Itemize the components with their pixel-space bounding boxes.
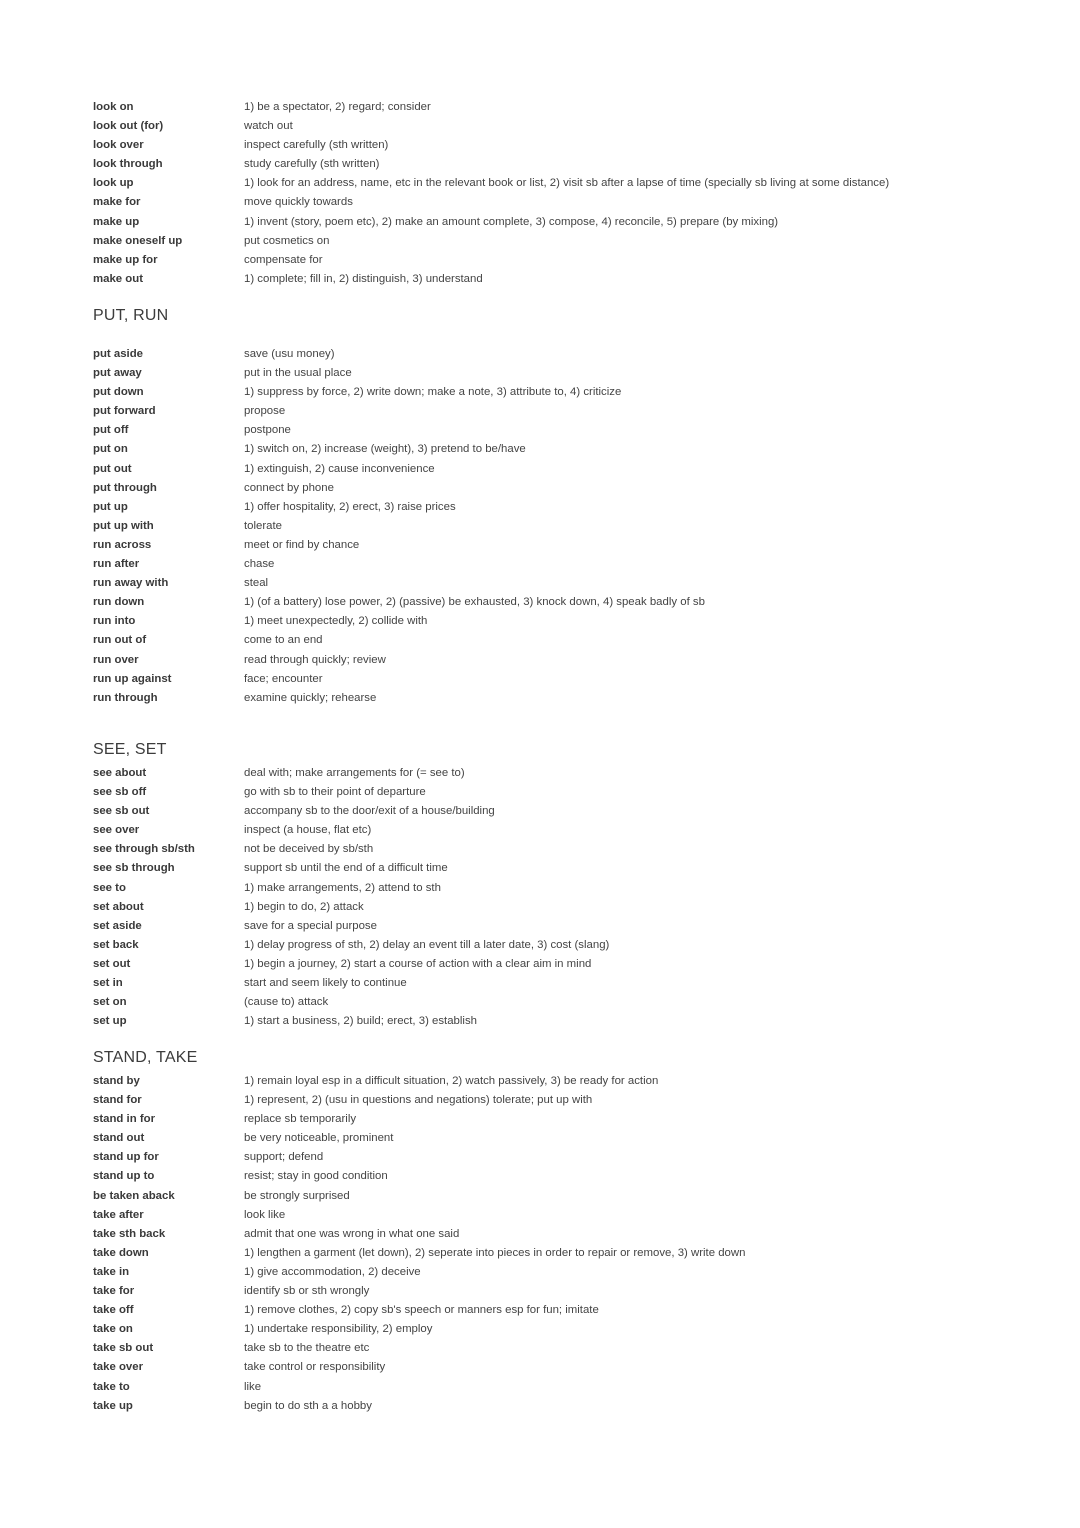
definition: 1) make arrangements, 2) attend to sth [244, 881, 441, 894]
definition: take sb to the theatre etc [244, 1342, 370, 1355]
phrasal-verb: take off [93, 1304, 134, 1317]
phrasal-verb: look on [93, 101, 134, 113]
phrasal-verb: look over [93, 139, 144, 152]
definition: 1) begin a journey, 2) start a course of action with a clear aim in mind [244, 957, 592, 970]
phrasal-verb: put down [93, 386, 144, 399]
definition: begin to do sth a a hobby [244, 1399, 372, 1412]
entry-row [0, 98, 1080, 117]
definition: 1) start a business, 2) build; erect, 3) establish [244, 1015, 477, 1028]
definition: propose [244, 405, 286, 418]
definition: 1) give accommodation, 2) deceive [244, 1265, 421, 1278]
definition: move quickly towards [244, 196, 353, 209]
entry-row [0, 1301, 1080, 1320]
entry-row [0, 345, 1080, 364]
definition: identify sb or sth wrongly [244, 1285, 370, 1298]
entry-row [0, 1263, 1080, 1282]
definition: 1) invent (story, poem etc), 2) make an amount complete, 3) compose, 4) reconcile, 5) prepare (by mixing) [244, 215, 779, 228]
phrasal-verb: run through [93, 691, 158, 704]
definition: 1) meet unexpectedly, 2) collide with [244, 615, 428, 628]
definition: accompany sb to the door/exit of a house/building [244, 805, 495, 818]
phrasal-verb: take on [93, 1323, 133, 1336]
definition: be strongly surprised [244, 1189, 350, 1202]
phrasal-verb: run after [93, 558, 140, 571]
entry-row [0, 1339, 1080, 1358]
entry-row [0, 440, 1080, 459]
entry-row [0, 402, 1080, 421]
entry-row [0, 460, 1080, 479]
phrasal-verb: stand in for [93, 1113, 156, 1126]
phrasal-verb: take sth back [93, 1227, 166, 1240]
definition: watch out [244, 120, 293, 133]
phrasal-verb: stand out [93, 1132, 145, 1145]
phrasal-verb: run into [93, 615, 136, 628]
entry-row [0, 1012, 1080, 1031]
phrasal-verb: take down [93, 1246, 149, 1259]
phrasal-verb: stand for [93, 1094, 142, 1107]
definition: replace sb temporarily [244, 1113, 357, 1126]
entry-row [0, 270, 1080, 289]
phrasal-verb: take up [93, 1399, 133, 1412]
entry-row [0, 1244, 1080, 1263]
section-heading: SEE, SET [93, 741, 167, 758]
phrasal-verb: look through [93, 158, 163, 171]
phrasal-verb: put aside [93, 348, 144, 360]
phrasal-verb: see through sb/sth [93, 843, 195, 856]
definition: be very noticeable, prominent [244, 1132, 394, 1145]
definition: admit that one was wrong in what one said [244, 1227, 460, 1240]
phrasal-verb: make out [93, 272, 144, 285]
entry-row [0, 213, 1080, 232]
entry-list [0, 1072, 1080, 1416]
phrasal-verb: run out of [93, 634, 147, 647]
entry-row [0, 574, 1080, 593]
entry-row [0, 136, 1080, 155]
definition: 1) undertake responsibility, 2) employ [244, 1323, 433, 1336]
entry-list [0, 98, 1080, 289]
definition: examine quickly; rehearse [244, 691, 377, 704]
definition: 1) look for an address, name, etc in the relevant book or list, 2) visit sb after a lapse of time (specially sb living at some distance) [244, 177, 890, 190]
entry-row [0, 1397, 1080, 1416]
definition: resist; stay in good condition [244, 1170, 388, 1183]
definition: take control or responsibility [244, 1361, 386, 1374]
phrasal-verb: run over [93, 653, 139, 666]
definition: read through quickly; review [244, 653, 386, 666]
entry-row [0, 555, 1080, 574]
phrasal-verb: put up with [93, 519, 154, 532]
definition: support sb until the end of a difficult time [244, 862, 448, 875]
entry-row [0, 917, 1080, 936]
entry-row [0, 1072, 1080, 1091]
section-heading: PUT, RUN [93, 307, 169, 324]
entry-row [0, 764, 1080, 783]
entry-row [0, 974, 1080, 993]
definition: 1) delay progress of sth, 2) delay an event till a later date, 3) cost (slang) [244, 938, 610, 951]
entry-list [0, 345, 1080, 708]
definition: 1) (of a battery) lose power, 2) (passive) be exhausted, 3) knock down, 4) speak badly of sb [244, 596, 705, 609]
phrasal-verb: take in [93, 1265, 130, 1278]
phrasal-verb: put out [93, 462, 132, 475]
phrasal-verb: put off [93, 424, 129, 437]
entry-row [0, 631, 1080, 650]
definition: go with sb to their point of departure [244, 786, 426, 799]
entry-row [0, 898, 1080, 917]
definition: 1) switch on, 2) increase (weight), 3) pretend to be/have [244, 443, 526, 456]
entry-row [0, 802, 1080, 821]
entry-row [0, 840, 1080, 859]
phrasal-verb: see over [93, 824, 140, 837]
phrasal-verb: see sb off [93, 786, 147, 799]
definition: inspect (a house, flat etc) [244, 824, 372, 837]
entry-row [0, 1187, 1080, 1206]
entry-row [0, 117, 1080, 136]
entry-row [0, 193, 1080, 212]
definition: study carefully (sth written) [244, 158, 380, 171]
definition: 1) extinguish, 2) cause inconvenience [244, 462, 435, 475]
entry-row [0, 821, 1080, 840]
phrasal-verb: take after [93, 1208, 144, 1221]
phrasal-verb: make oneself up [93, 234, 183, 247]
phrasal-verb: set back [93, 938, 139, 951]
definition: (cause to) attack [244, 996, 329, 1009]
entry-row [0, 1148, 1080, 1167]
phrasal-verb: see to [93, 881, 126, 894]
definition: steal [244, 577, 269, 590]
phrasal-verb: see sb out [93, 805, 150, 818]
entry-row [0, 955, 1080, 974]
section-heading: STAND, TAKE [93, 1049, 198, 1066]
definition: support; defend [244, 1151, 324, 1164]
phrasal-verb: stand by [93, 1075, 140, 1087]
entry-row [0, 498, 1080, 517]
entry-row [0, 993, 1080, 1012]
phrasal-verb: set up [93, 1015, 127, 1028]
phrasal-verb: stand up to [93, 1170, 155, 1183]
phrasal-verb: set on [93, 996, 127, 1009]
phrasal-verb: put through [93, 481, 157, 494]
phrasal-verb: make for [93, 196, 141, 209]
definition: put in the usual place [244, 367, 352, 380]
phrasal-verb: set in [93, 977, 123, 990]
definition: 1) be a spectator, 2) regard; consider [244, 101, 431, 113]
definition: 1) represent, 2) (usu in questions and negations) tolerate; put up with [244, 1094, 593, 1107]
definition: put cosmetics on [244, 234, 330, 247]
phrasal-verb: run up against [93, 672, 172, 685]
phrasal-verb: run across [93, 538, 152, 551]
definition: start and seem likely to continue [244, 977, 407, 990]
entry-row [0, 383, 1080, 402]
entry-row [0, 1358, 1080, 1377]
definition: 1) offer hospitality, 2) erect, 3) raise prices [244, 500, 456, 513]
definition: 1) remain loyal esp in a difficult situation, 2) watch passively, 3) be ready for action [244, 1075, 659, 1087]
entry-row [0, 1167, 1080, 1186]
entry-row [0, 232, 1080, 251]
entry-row [0, 651, 1080, 670]
entry-row [0, 593, 1080, 612]
definition: not be deceived by sb/sth [244, 843, 374, 856]
phrasal-verb: take for [93, 1285, 135, 1298]
entry-row [0, 421, 1080, 440]
phrasal-verb: look up [93, 177, 134, 190]
entry-row [0, 783, 1080, 802]
entry-row [0, 1206, 1080, 1225]
entry-row [0, 1110, 1080, 1129]
entry-row [0, 479, 1080, 498]
phrasal-verb: run down [93, 596, 145, 609]
entry-row [0, 1282, 1080, 1301]
entry-row [0, 536, 1080, 555]
definition: 1) suppress by force, 2) write down; make a note, 3) attribute to, 4) criticize [244, 386, 622, 399]
phrasal-verb: set out [93, 957, 131, 970]
entry-row [0, 1091, 1080, 1110]
phrasal-verb: see about [93, 767, 147, 779]
phrasal-verb: put away [93, 367, 142, 380]
phrasal-verb: make up for [93, 253, 158, 266]
phrasal-verb: set about [93, 900, 144, 913]
phrasal-verb: take sb out [93, 1342, 154, 1355]
phrasal-verb: run away with [93, 577, 169, 590]
entry-row [0, 1378, 1080, 1397]
entry-row [0, 155, 1080, 174]
phrasal-verb: look out (for) [93, 120, 164, 133]
entry-row [0, 1129, 1080, 1148]
definition: save (usu money) [244, 348, 335, 360]
entry-row [0, 251, 1080, 270]
definition: 1) remove clothes, 2) copy sb's speech or manners esp for fun; imitate [244, 1304, 599, 1317]
entry-row [0, 364, 1080, 383]
definition: tolerate [244, 519, 282, 532]
phrasal-verb: see sb through [93, 862, 175, 875]
definition: look like [244, 1208, 286, 1221]
definition: 1) lengthen a garment (let down), 2) seperate into pieces in order to repair or remove, 3) write down [244, 1246, 746, 1259]
phrasal-verb: put forward [93, 405, 156, 418]
definition: save for a special purpose [244, 919, 377, 932]
entry-row [0, 1320, 1080, 1339]
entry-row [0, 1225, 1080, 1244]
definition: chase [244, 558, 275, 571]
definition: meet or find by chance [244, 538, 360, 551]
definition: like [244, 1380, 262, 1393]
phrasal-verb: stand up for [93, 1151, 159, 1164]
entry-row [0, 689, 1080, 708]
entry-row [0, 879, 1080, 898]
definition: 1) complete; fill in, 2) distinguish, 3) understand [244, 272, 483, 285]
phrasal-verb: be taken aback [93, 1189, 175, 1202]
definition: 1) begin to do, 2) attack [244, 900, 364, 913]
phrasal-verb: put up [93, 500, 128, 513]
phrasal-verb: set aside [93, 919, 142, 932]
entry-row [0, 859, 1080, 878]
definition: face; encounter [244, 672, 323, 685]
definition: inspect carefully (sth written) [244, 139, 389, 152]
entry-row [0, 936, 1080, 955]
entry-row [0, 517, 1080, 536]
entry-row [0, 612, 1080, 631]
definition: come to an end [244, 634, 323, 647]
phrasal-verb: put on [93, 443, 128, 456]
entry-row [0, 670, 1080, 689]
phrasal-verb: take to [93, 1380, 130, 1393]
entry-list [0, 764, 1080, 1031]
definition: connect by phone [244, 481, 334, 494]
definition: deal with; make arrangements for (= see to) [244, 767, 465, 779]
entry-row [0, 174, 1080, 193]
definition: postpone [244, 424, 291, 437]
phrasal-verb: take over [93, 1361, 144, 1374]
definition: compensate for [244, 253, 323, 266]
phrasal-verb: make up [93, 215, 140, 228]
